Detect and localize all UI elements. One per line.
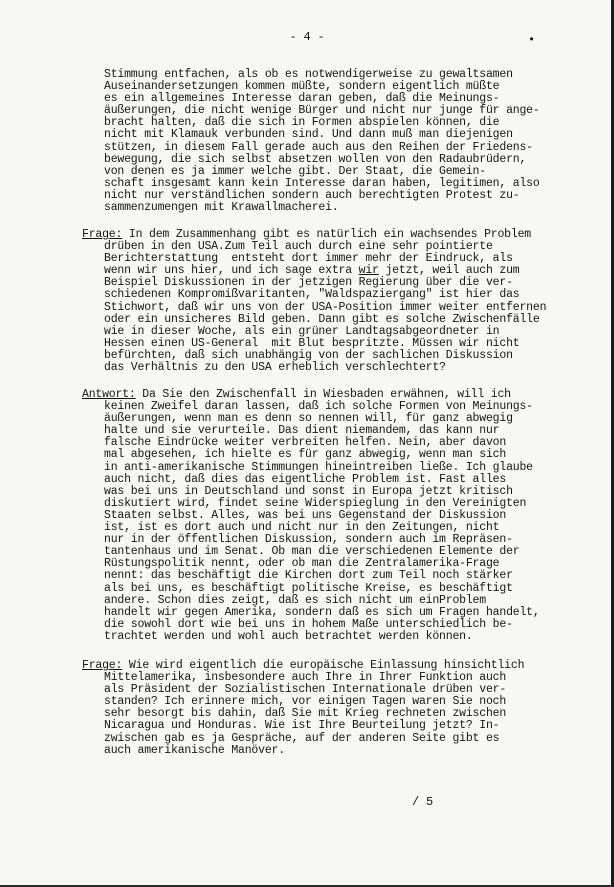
text-line: In dem Zusammenhang gibt es natürlich ein wachsendes Problem: [122, 228, 531, 241]
question-paragraph-1: [82, 229, 582, 374]
text-line: ist, ist es dort auch und nicht nur in den Zeitungen, nicht: [104, 521, 500, 535]
answer-paragraph: [82, 389, 582, 643]
text-segment: jetzt, weil auch zum: [378, 264, 520, 278]
continuation-paragraph: [82, 69, 604, 214]
text-line: wie in dieser Woche, als ein grüner Landtagsabgeordneter in: [104, 324, 500, 338]
page-number: - 4 -: [289, 30, 325, 44]
text-line: nicht mit Klamauk verbunden sind. Und dann muß man diejenigen: [104, 128, 513, 142]
text-line: Hessen einen US-General mit Blut bespritzte. Müssen wir nicht: [104, 336, 520, 350]
text-line: stützen, in diesem Fall gerade auch aus den Reihen der Friedens-: [104, 140, 533, 154]
text-line: standen? Ich erinnere mich, vor einigen Tagen waren Sie noch: [104, 695, 507, 709]
question-label: Frage:: [82, 659, 123, 672]
text-line: zwischen gab es ja Gespräche, auf der anderen Seite gibt es: [104, 731, 500, 745]
text-line: tantenhaus und im Senat. Ob man die verschiedenen Elemente der: [104, 545, 520, 559]
text-line: trachtet werden und wohl auch betrachtet werden können.: [104, 629, 473, 643]
text-line: das Verhältnis zu den USA erheblich verschlechtert?: [104, 361, 446, 375]
text-line: Da Sie den Zwischenfall in Wiesbaden erwähnen, will ich: [135, 388, 511, 401]
text-line: mal abgesehen, ich hielte es für ganz abwegig, wenn man sich: [104, 448, 507, 462]
text-line: auch nicht, daß dies das eigentliche Problem ist. Fast alles: [104, 472, 507, 486]
text-line: auch amerikanische Manöver.: [104, 743, 285, 757]
question-label: Frage:: [82, 228, 123, 241]
text-line: keinen Zweifel daran lassen, daß ich solche Formen von Meinungs-: [104, 400, 533, 414]
text-line: Berichterstattung entsteht dort immer mehr der Eindruck, als: [104, 252, 513, 266]
text-line: nennt: das beschäftigt die Kirchen dort zum Teil noch stärker: [104, 569, 513, 583]
text-line: halte und sie verurteile. Das dient niemandem, das kann nur: [104, 424, 500, 438]
text-line: falsche Eindrücke weiter verbreiten helfen. Nein, aber davon: [104, 436, 507, 450]
text-line: nicht nur verständlichen sondern auch berechtigten Protest zu-: [104, 188, 520, 202]
text-line: von denen es ja immer welche gibt. Der Staat, die Gemein-: [104, 164, 486, 178]
text-line: Auseinandersetzungen kommen müßte, sondern eigentlich müßte: [104, 80, 500, 94]
text-line: die sowohl dort wie bei uns in hohem Maße unterschiedlich be-: [104, 617, 513, 631]
text-line: nur in der öffentlichen Diskussion, sondern auch im Repräsen-: [104, 533, 513, 547]
text-line: es ein allgemeines Interesse daran geben, daß die Meinungs-: [104, 92, 500, 106]
emphasized-word: wir: [358, 264, 379, 278]
text-line: handelt wir gegen Amerika, sondern daß es sich um Fragen handelt,: [104, 605, 540, 619]
question-paragraph-2: [82, 660, 582, 757]
text-line: andere. Schon dies zeigt, daß es sich nicht um einProblem: [104, 593, 486, 607]
continuation-page-marker: / 5: [412, 795, 434, 809]
text-line: befürchten, daß sich unabhängig von der sachlichen Diskussion: [104, 348, 513, 362]
text-line: Mittelamerika, insbesondere auch Ihre in Ihrer Funktion auch: [104, 671, 507, 685]
text-line: schiedenen Kompromißvaritanten, "Waldspaziergang" ist hier das: [104, 288, 520, 302]
text-line: Staaten selbst. Alles, was bei uns Gegenstand der Diskussion: [104, 508, 507, 522]
text-line: bracht halten, daß die sich in Formen abspielen können, die: [104, 116, 500, 130]
text-line: oder ein unsicheres Bild geben. Dann gibt es solche Zwischenfälle: [104, 312, 540, 326]
text-line: Rüstungspolitik nennt, oder ob man die Zentralamerika-Frage: [104, 557, 500, 571]
text-line: Stichwort, daß wir uns von der USA-Position immer weiter entfernen: [104, 300, 547, 314]
text-line: als bei uns, es beschäftigt politische Kreise, es beschäftigt: [104, 581, 513, 595]
text-line: bewegung, die sich selbst absetzen wollen von den Radaubrüdern,: [104, 152, 527, 166]
text-line: Beispiel Diskussionen in der jetzigen Regierung über die ver-: [104, 276, 513, 290]
text-line: Wie wird eigentlich die europäische Einlassung hinsichtlich: [122, 659, 525, 672]
text-line: drüben in den USA.Zum Teil auch durch eine sehr pointierte: [104, 240, 493, 254]
answer-label: Antwort:: [82, 388, 136, 401]
text-line: diskutiert wird, findet seine Widerspieglung in den Vereinigten: [104, 496, 527, 510]
text-segment: wenn wir uns hier, und ich sage extra: [104, 264, 359, 278]
text-line: schaft insgesamt kann kein Interesse daran haben, legitimen, also: [104, 176, 540, 190]
text-line: Nicaragua und Honduras. Wie ist Ihre Beurteilung jetzt? In-: [104, 719, 500, 733]
text-line: sammenzumengen mit Krawallmacherei.: [104, 201, 339, 215]
text-line: sehr besorgt bis dahin, daß Sie mit Krieg rechneten zwischen: [104, 707, 507, 721]
text-line: in anti-amerikanische Stimmungen hineintreiben ließe. Ich glaube: [104, 460, 533, 474]
text-line: äußerungen, die nicht wenige Bürger und nicht nur junge für ange-: [104, 104, 540, 118]
text-line: als Präsident der Sozialistischen Internationale drüben ver-: [104, 683, 507, 697]
text-line: Stimmung entfachen, als ob es notwendigerweise zu gewaltsamen: [104, 68, 513, 81]
text-line: äußerungen, wenn man es denn so nennen will, für ganz abwegig: [104, 412, 513, 426]
text-line: was bei uns in Deutschland und sonst in Europa jetzt kritisch: [104, 484, 513, 498]
margin-mark: •: [528, 33, 536, 47]
